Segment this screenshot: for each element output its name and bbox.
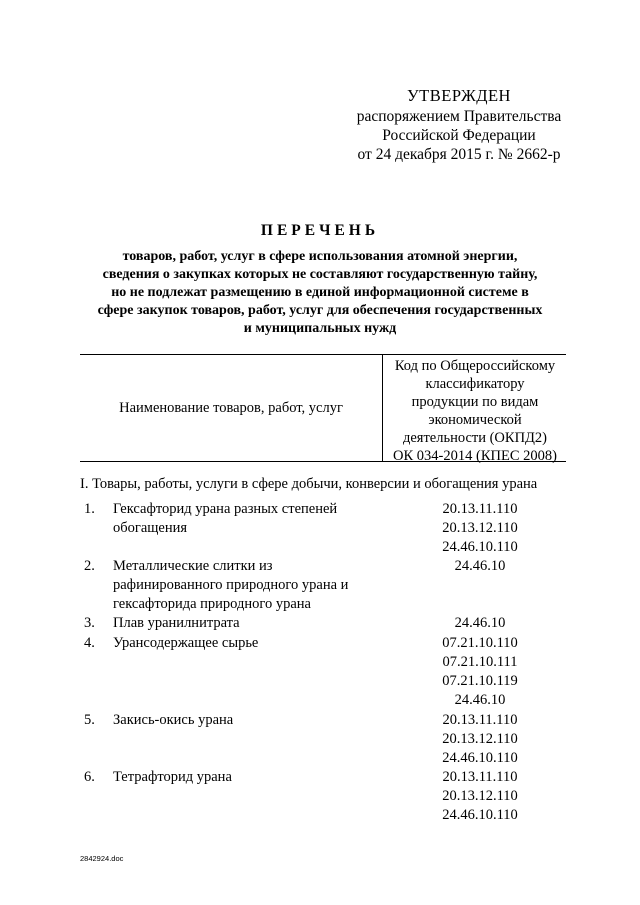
row-name-line: Тетрафторид урана <box>113 769 232 785</box>
row-number: 5. <box>84 712 95 728</box>
row-codes <box>390 634 570 710</box>
subtitle-line: сведения о закупках которых не составляют государственную тайну, <box>102 267 538 282</box>
code-header-line: Код по Общероссийскому <box>394 358 556 374</box>
subtitle-line: товаров, работ, услуг в сфере использования атомной энергии, <box>122 249 518 264</box>
section-title: I. Товары, работы, услуги в сфере добычи, конверсии и обогащения урана <box>80 476 538 492</box>
document-title: ПЕРЕЧЕНЬ <box>260 222 380 239</box>
row-name-line: рафинированного природного урана и <box>113 577 349 593</box>
row-code: 07.21.10.119 <box>442 673 518 689</box>
row-codes <box>390 614 570 633</box>
table-header-top-rule <box>80 354 566 355</box>
row-name-line: гексафторида природного урана <box>113 596 311 612</box>
subtitle-line: и муниципальных нужд <box>243 321 397 336</box>
row-code: 24.46.10 <box>454 558 506 574</box>
row-code: 07.21.10.111 <box>442 654 518 670</box>
row-code: 24.46.10.110 <box>442 750 518 766</box>
table-header-code <box>384 357 566 465</box>
code-header-line: ОК 034-2014 (КПЕС 2008) <box>393 448 557 464</box>
row-codes <box>390 500 570 557</box>
approval-line: от 24 декабря 2015 г. № 2662-р <box>357 146 561 163</box>
row-name-line: Урансодержащее сырье <box>113 635 259 651</box>
table-header-divider <box>382 354 383 462</box>
row-number: 4. <box>84 635 95 651</box>
row-code: 20.13.12.110 <box>442 788 518 804</box>
row-name-line: Гексафторид урана разных степеней <box>113 501 338 517</box>
row-code: 20.13.12.110 <box>442 731 518 747</box>
code-header-line: продукции по видам <box>411 394 539 410</box>
row-codes <box>390 711 570 768</box>
row-code: 24.46.10.110 <box>442 807 518 823</box>
row-code: 24.46.10 <box>454 692 506 708</box>
row-name <box>113 614 375 633</box>
code-header-line: классификатору <box>425 376 525 392</box>
approval-line: Российской Федерации <box>382 127 536 144</box>
row-name <box>113 500 375 538</box>
row-name-line: Закись-окись урана <box>113 712 234 728</box>
row-code: 24.46.10 <box>454 615 506 631</box>
row-code: 20.13.12.110 <box>442 520 518 536</box>
row-name <box>113 768 375 787</box>
row-codes <box>390 557 570 576</box>
row-number: 2. <box>84 558 95 574</box>
row-number: 3. <box>84 615 95 631</box>
code-header-line: экономической <box>428 412 522 428</box>
row-code: 20.13.11.110 <box>442 712 518 728</box>
row-name-line: обогащения <box>113 520 188 536</box>
subtitle-line: но не подлежат размещению в единой информационной системе в <box>111 285 529 300</box>
row-name-line: Плав уранилнитрата <box>113 615 240 631</box>
document-subtitle <box>80 248 560 338</box>
row-name <box>113 557 375 614</box>
code-header-line: деятельности (ОКПД2) <box>402 430 548 446</box>
subtitle-line: сфере закупок товаров, работ, услуг для обеспечения государственных <box>97 303 543 318</box>
file-name-footer: 2842924.doc <box>80 854 124 863</box>
row-name <box>113 711 375 730</box>
row-codes <box>390 768 570 825</box>
row-code: 07.21.10.110 <box>442 635 518 651</box>
row-code: 20.13.11.110 <box>442 769 518 785</box>
table-header-name: Наименование товаров, работ, услуг <box>119 399 343 416</box>
row-number: 1. <box>84 501 95 517</box>
row-name <box>113 634 375 653</box>
approval-line: распоряжением Правительства <box>356 108 562 125</box>
row-name-line: Металлические слитки из <box>113 558 273 574</box>
row-number: 6. <box>84 769 95 785</box>
row-code: 20.13.11.110 <box>442 501 518 517</box>
row-code: 24.46.10.110 <box>442 539 518 555</box>
approval-heading: УТВЕРЖДЕН <box>407 86 511 105</box>
approval-block <box>344 86 574 164</box>
